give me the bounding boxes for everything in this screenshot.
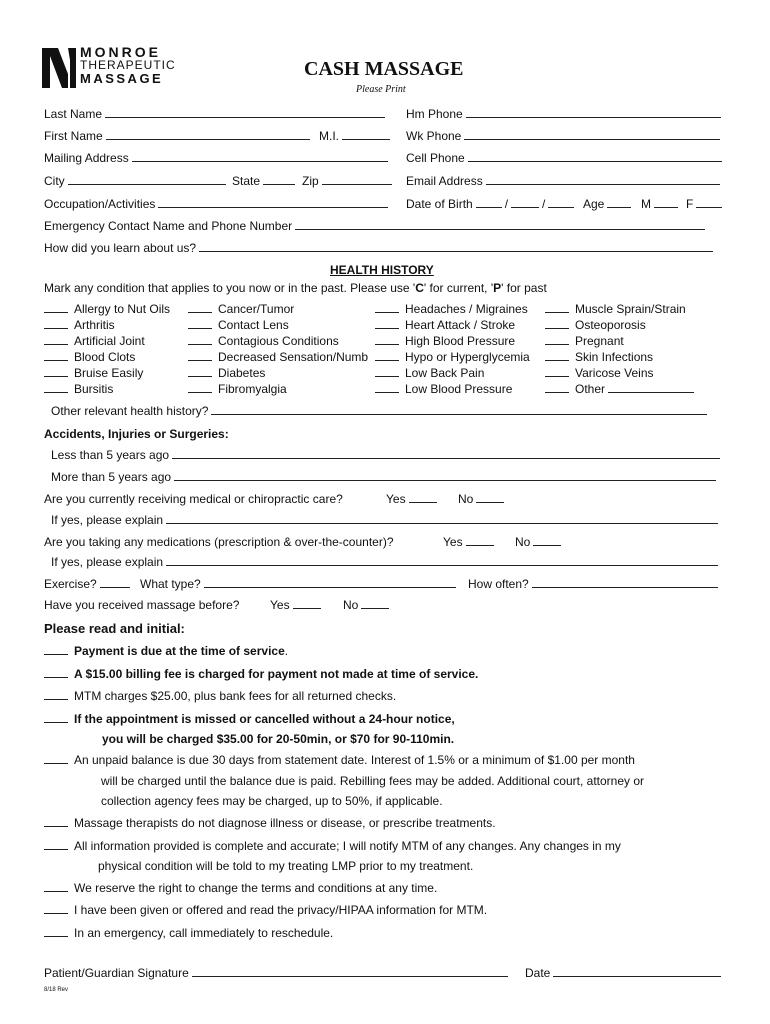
- page-title: CASH MASSAGE: [304, 58, 464, 80]
- medications-question: Are you taking any medications (prescription & over-the-counter)?: [44, 535, 394, 549]
- condition-item[interactable]: Artificial Joint: [44, 333, 170, 349]
- condition-item[interactable]: Hypo or Hyperglycemia: [375, 349, 530, 365]
- city-field[interactable]: City: [44, 174, 229, 188]
- policy-billing-fee[interactable]: A $15.00 billing fee is charged for payment not made at time of service.: [44, 667, 478, 681]
- policy-returned-checks[interactable]: MTM charges $25.00, plus bank fees for all returned checks.: [44, 689, 396, 703]
- signature-field[interactable]: Patient/Guardian Signature: [44, 966, 511, 980]
- monroe-logo-mark: [40, 44, 78, 90]
- medications-explain-field[interactable]: If yes, please explain: [51, 555, 721, 569]
- policy-unpaid-balance-cont2: collection agency fees may be charged, up to 50%, if applicable.: [101, 794, 443, 808]
- policy-unpaid-balance[interactable]: An unpaid balance is due 30 days from statement date. Interest of 1.5% or a minimum of $1.00 per month: [44, 753, 635, 767]
- condition-item[interactable]: Heart Attack / Stroke: [375, 317, 530, 333]
- condition-item[interactable]: Skin Infections: [545, 349, 697, 365]
- zip-field[interactable]: Zip: [302, 174, 395, 188]
- massage-before-no[interactable]: No: [343, 598, 392, 612]
- conditions-column-3: [375, 301, 530, 397]
- condition-item[interactable]: Varicose Veins: [545, 365, 697, 381]
- medical-care-explain-field[interactable]: If yes, please explain: [51, 513, 721, 527]
- other-health-history-field[interactable]: Other relevant health history?: [51, 404, 710, 418]
- massage-before-question: Have you received massage before?: [44, 598, 240, 612]
- emergency-contact-field[interactable]: Emergency Contact Name and Phone Number: [44, 219, 708, 233]
- condition-item[interactable]: Low Back Pain: [375, 365, 530, 381]
- conditions-column-1: [44, 301, 170, 397]
- condition-item-other[interactable]: Other: [545, 381, 697, 397]
- hm-phone-field[interactable]: Hm Phone: [406, 107, 724, 121]
- learn-about-us-field[interactable]: How did you learn about us?: [44, 241, 716, 255]
- policy-emergency[interactable]: In an emergency, call immediately to reschedule.: [44, 926, 333, 940]
- age-field[interactable]: Age: [583, 197, 634, 211]
- condition-item[interactable]: Allergy to Nut Oils: [44, 301, 170, 317]
- condition-item[interactable]: High Blood Pressure: [375, 333, 530, 349]
- condition-item[interactable]: Osteoporosis: [545, 317, 697, 333]
- exercise-type-field[interactable]: What type?: [140, 577, 459, 591]
- first-name-field[interactable]: First Name: [44, 129, 313, 143]
- sex-f-field[interactable]: F: [686, 197, 725, 211]
- monroe-logo-text: MONROE THERAPEUTIC MASSAGE: [80, 44, 176, 86]
- mailing-address-field[interactable]: Mailing Address: [44, 151, 391, 165]
- signature-date-field[interactable]: Date: [525, 966, 724, 980]
- condition-item[interactable]: Cancer/Tumor: [188, 301, 368, 317]
- policy-missed-appointment[interactable]: If the appointment is missed or cancelled without a 24-hour notice,: [44, 712, 455, 726]
- conditions-column-2: [188, 301, 368, 397]
- condition-item[interactable]: Low Blood Pressure: [375, 381, 530, 397]
- exercise-field[interactable]: Exercise?: [44, 577, 133, 591]
- condition-item[interactable]: Diabetes: [188, 365, 368, 381]
- accidents-less-5-field[interactable]: Less than 5 years ago: [51, 448, 723, 462]
- condition-item[interactable]: Bruise Easily: [44, 365, 170, 381]
- policy-hipaa[interactable]: I have been given or offered and read the privacy/HIPAA information for MTM.: [44, 903, 487, 917]
- policy-no-diagnosis[interactable]: Massage therapists do not diagnose illness or disease, or prescribe treatments.: [44, 816, 496, 830]
- wk-phone-field[interactable]: Wk Phone: [406, 129, 723, 143]
- condition-item[interactable]: Muscle Sprain/Strain: [545, 301, 697, 317]
- condition-item[interactable]: Pregnant: [545, 333, 697, 349]
- condition-item[interactable]: Contact Lens: [188, 317, 368, 333]
- last-name-field[interactable]: Last Name: [44, 107, 388, 121]
- conditions-column-4: [545, 301, 697, 397]
- email-field[interactable]: Email Address: [406, 174, 723, 188]
- massage-before-yes[interactable]: Yes: [270, 598, 324, 612]
- condition-item[interactable]: Blood Clots: [44, 349, 170, 365]
- medical-care-yes[interactable]: Yes: [386, 492, 440, 506]
- page-subtitle: Please Print: [356, 84, 406, 95]
- revision-note: 8/18 Rev: [44, 987, 69, 993]
- medical-care-question: Are you currently receiving medical or chiropractic care?: [44, 492, 343, 506]
- policy-unpaid-balance-cont1: will be charged until the balance due is paid. Rebilling fees may be added. Additional court, attorney or: [101, 774, 645, 788]
- condition-item[interactable]: Contagious Conditions: [188, 333, 368, 349]
- medications-no[interactable]: No: [515, 535, 564, 549]
- state-field[interactable]: State: [232, 174, 298, 188]
- accidents-heading: Accidents, Injuries or Surgeries:: [44, 427, 229, 441]
- health-history-instructions: Mark any condition that applies to you now or in the past. Please use 'C' for current, 'P' for past: [44, 281, 547, 295]
- policy-accurate-info[interactable]: All information provided is complete and accurate; I will notify MTM of any changes. Any changes in my: [44, 839, 621, 853]
- exercise-frequency-field[interactable]: How often?: [468, 577, 721, 591]
- condition-item[interactable]: Bursitis: [44, 381, 170, 397]
- condition-item[interactable]: Arthritis: [44, 317, 170, 333]
- policy-accurate-info-cont: physical condition will be told to my treating LMP prior to my treatment.: [98, 859, 474, 873]
- sex-m-field[interactable]: M: [641, 197, 681, 211]
- policy-change-terms[interactable]: We reserve the right to change the terms and conditions at any time.: [44, 881, 437, 895]
- dob-field[interactable]: Date of Birth / /: [406, 197, 577, 211]
- policy-missed-appointment-cont: you will be charged $35.00 for 20-50min, or $70 for 90-110min.: [102, 732, 455, 746]
- condition-item[interactable]: Fibromyalgia: [188, 381, 368, 397]
- occupation-field[interactable]: Occupation/Activities: [44, 197, 391, 211]
- policies-heading: Please read and initial:: [44, 621, 185, 636]
- accidents-more-5-field[interactable]: More than 5 years ago: [51, 470, 719, 484]
- medications-yes[interactable]: Yes: [443, 535, 497, 549]
- medical-care-no[interactable]: No: [458, 492, 507, 506]
- mi-field[interactable]: M.I.: [319, 129, 393, 143]
- condition-item[interactable]: Headaches / Migraines: [375, 301, 530, 317]
- cell-phone-field[interactable]: Cell Phone: [406, 151, 725, 165]
- condition-item[interactable]: Decreased Sensation/Numb: [188, 349, 368, 365]
- policy-payment-due[interactable]: Payment is due at the time of service.: [44, 644, 288, 658]
- health-history-heading: HEALTH HISTORY: [330, 263, 434, 277]
